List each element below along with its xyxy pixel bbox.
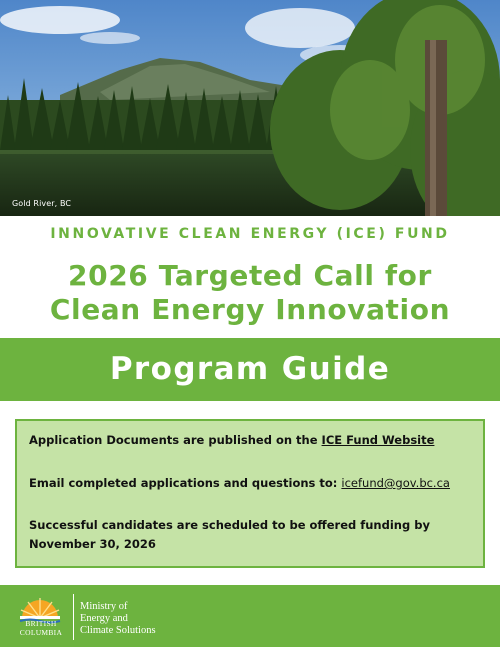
ministry-line-3: Climate Solutions: [80, 625, 156, 636]
landscape-image: [0, 0, 500, 216]
fund-name: INNOVATIVE CLEAN ENERGY (ICE) FUND: [50, 226, 450, 242]
wordmark-line-2: COLUMBIA: [19, 628, 63, 637]
ministry-name: [80, 601, 156, 637]
title-line-2: Clean Energy Innovation: [49, 293, 451, 326]
email-link[interactable]: icefund@gov.bc.ca: [341, 476, 450, 490]
footer: [0, 585, 500, 647]
bc-wordmark: [14, 619, 68, 637]
photo-caption: Gold River, BC: [12, 199, 72, 208]
footer-divider: [73, 594, 74, 640]
documents-text: Application Documents are published on the: [29, 433, 322, 447]
email-paragraph: [29, 474, 469, 493]
ice-fund-website-link[interactable]: ICE Fund Website: [321, 433, 435, 447]
wordmark-line-1: BRITISH: [25, 619, 57, 628]
ministry-line-1: Ministry of: [80, 601, 128, 612]
title-line-1: 2026 Targeted Call for: [68, 259, 432, 292]
ministry-line-2: Energy and: [80, 613, 128, 624]
program-guide-label: Program Guide: [109, 351, 391, 387]
hero-photo: [0, 0, 500, 216]
email-text: Email completed applications and questions to:: [29, 476, 342, 490]
document-title: [0, 259, 500, 327]
funding-date-paragraph: Successful candidates are scheduled to be offered funding by November 30, 2026: [29, 518, 430, 551]
program-guide-band: [0, 338, 500, 401]
info-box: [15, 419, 485, 568]
documents-paragraph: [29, 431, 469, 450]
